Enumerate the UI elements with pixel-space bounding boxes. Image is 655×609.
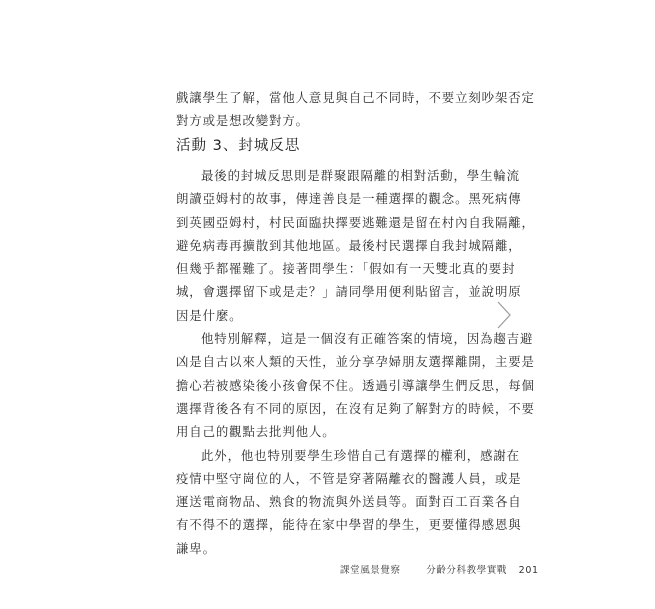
intro-text xyxy=(176,86,535,133)
text-line: 運送電商物品、熟食的物流與外送員等。面對百工百業各自 xyxy=(176,494,522,510)
paragraph xyxy=(176,164,535,327)
text-line: 對方或是想改變對方。 xyxy=(176,113,309,129)
text-line: 擔心若被感染後小孩會保不住。透過引導讓學生們反思，每個 xyxy=(176,377,535,393)
text-line: 到英國亞姆村，村民面臨抉擇要逃難還是留在村內自我隔離， xyxy=(176,214,535,230)
paragraph xyxy=(176,327,535,443)
text-line: 此外，他也特別要學生珍惜自己有選擇的權利，感謝在 xyxy=(201,447,520,463)
text-line: 疫情中堅守崗位的人，不管是穿著隔離衣的醫護人員，或是 xyxy=(176,470,522,486)
text-line: 因是什麼。 xyxy=(176,307,243,323)
text-line: 選擇背後各有不同的原因，在沒有足夠了解對方的時候，不要 xyxy=(176,400,535,416)
section-heading: 活動 3、封城反思 xyxy=(176,138,301,154)
body-text xyxy=(176,164,535,560)
footer-book-title: 分齡分科教學實戰 xyxy=(426,565,508,576)
text-line: 凶是自古以來人類的天性，並分享孕婦朋友選擇離開，主要是 xyxy=(176,354,535,370)
text-line: 他特別解釋，這是一個沒有正確答案的情境，因為趨吉避 xyxy=(201,331,534,347)
page-number: 201 xyxy=(518,565,539,576)
paragraph xyxy=(176,444,522,560)
text-line: 城，會選擇留下或是走？」請同學用便利貼留言，並說明原 xyxy=(176,284,522,300)
next-page-button[interactable] xyxy=(496,300,512,330)
page-footer xyxy=(340,562,539,576)
text-line: 最後的封城反思則是群聚跟隔離的相對活動，學生輪流 xyxy=(201,168,520,183)
footer-section: 課堂風景覺察 xyxy=(340,565,401,576)
text-line: 有不得不的選擇，能待在家中學習的學生，更要懂得感恩與 xyxy=(176,517,522,533)
text-line: 用自己的觀點去批判他人。 xyxy=(176,424,336,440)
chevron-right-icon xyxy=(496,300,512,330)
text-line: 但幾乎都罹難了。接著問學生：「假如有一天雙北真的要封 xyxy=(176,261,516,277)
text-line: 謙卑。 xyxy=(176,540,216,556)
text-line: 戲讓學生了解，當他人意見與自己不同時，不要立刻吵架否定 xyxy=(176,90,535,105)
text-line: 避免病毒再擴散到其他地區。最後村民選擇自我封城隔離， xyxy=(176,237,522,253)
text-line: 朗讀亞姆村的故事，傳達善良是一種選擇的觀念。黑死病傳 xyxy=(176,191,522,207)
